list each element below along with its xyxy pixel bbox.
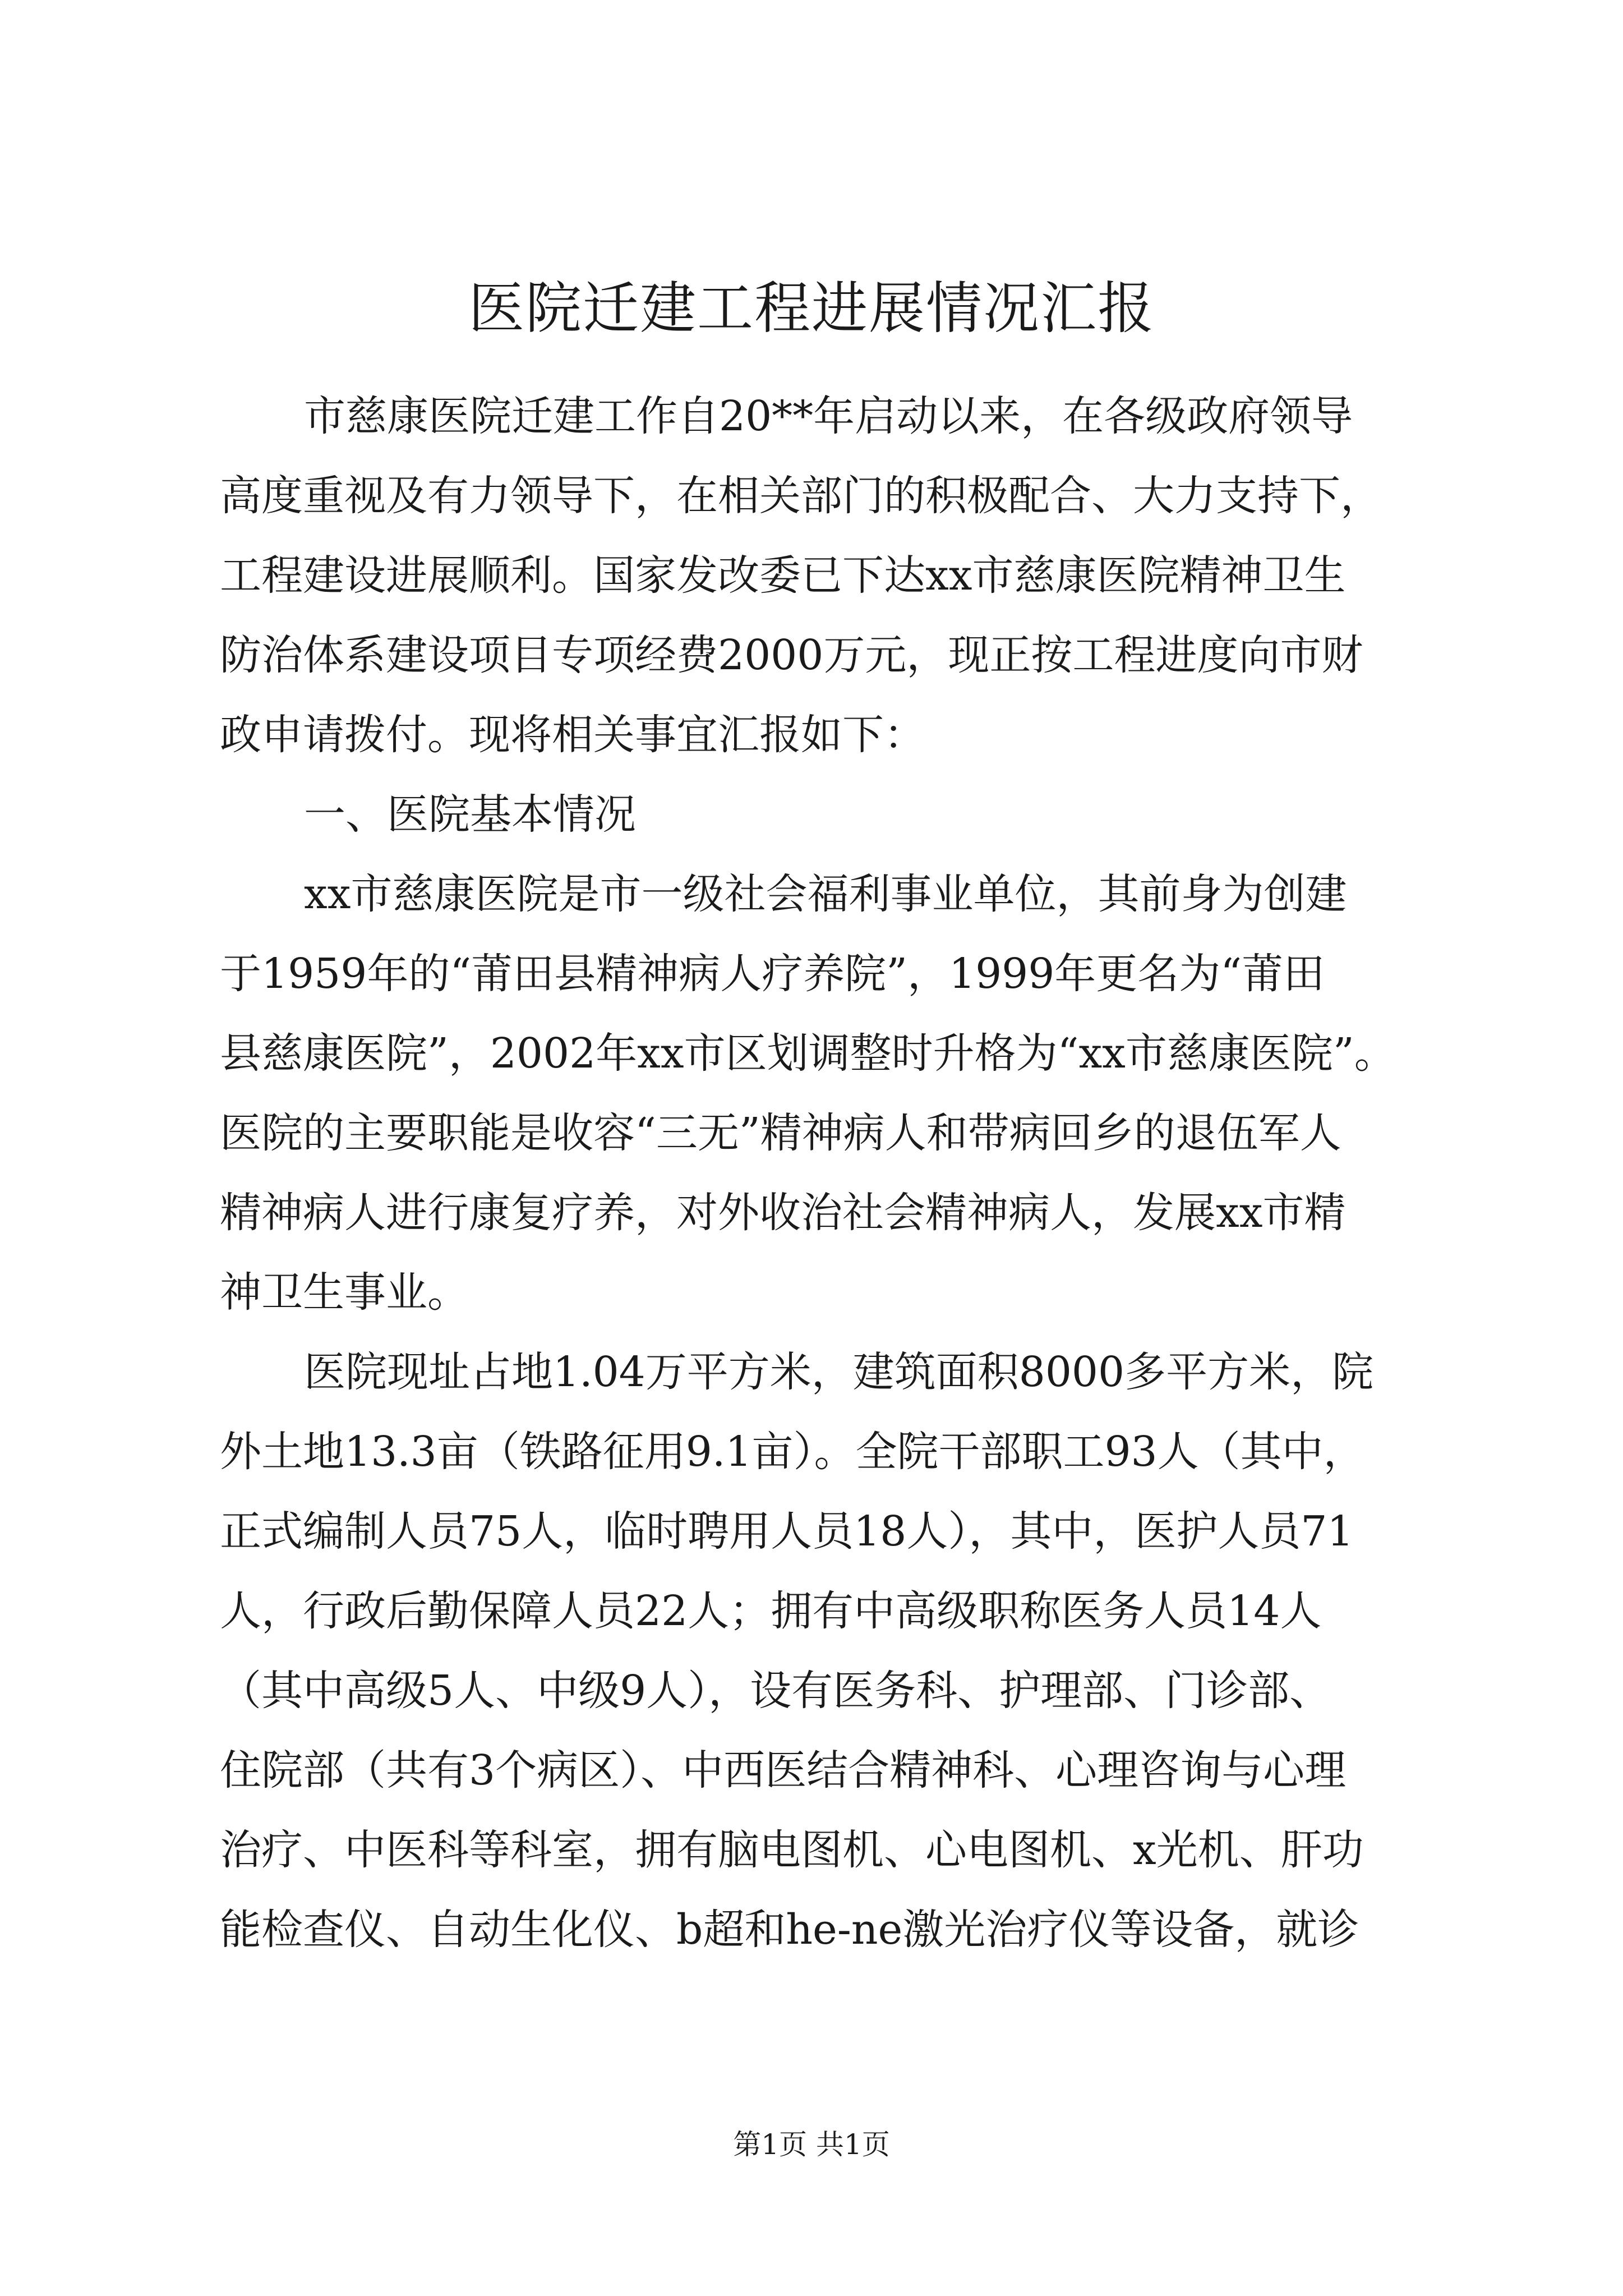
paragraph-line: 正式编制人员75人，临时聘用人员18人），其中，医护人员71 (220, 1507, 1354, 1556)
paragraph-line: 医院的主要职能是收容“三无”精神病人和带病回乡的退伍军人 (220, 1109, 1341, 1157)
paragraph-line: 医院现址占地1.04万平方米，建筑面积8000多平方米，院 (304, 1348, 1374, 1396)
paragraph-line: 防治体系建设项目专项经费2000万元，现正按工程进度向市财 (220, 631, 1363, 679)
paragraph-line: 外土地13.3亩（铁路征用9.1亩）。全院干部职工93人（其中， (220, 1428, 1365, 1476)
paragraph-line: 县慈康医院”，2002年xx市区划调整时升格为“xx市慈康医院”。 (220, 1029, 1396, 1078)
paragraph-line: xx市慈康医院是市一级社会福利事业单位，其前身为创建 (304, 870, 1347, 918)
page-footer: 第1页 共1页 (733, 2128, 890, 2161)
paragraph-line: 精神病人进行康复疗养，对外收治社会精神病人，发展xx市精 (220, 1189, 1346, 1237)
paragraph-line: 住院部（共有3个病区）、中西医结合精神科、心理咨询与心理 (220, 1746, 1347, 1795)
paragraph-line: 能检查仪、自动生化仪、b超和he-ne激光治疗仪等设备，就诊 (220, 1906, 1359, 1954)
paragraph-line: 于1959年的“莆田县精神病人疗养院”，1999年更名为“莆田 (220, 950, 1325, 998)
paragraph-line: 治疗、中医科等科室，拥有脑电图机、心电图机、x光机、肝功 (220, 1826, 1364, 1874)
document-title: 医院迁建工程进展情况汇报 (468, 275, 1155, 341)
paragraph-line: 工程建设进展顺利。国家发改委已下达xx市慈康医院精神卫生 (220, 551, 1346, 600)
paragraph-line: 神卫生事业。 (220, 1268, 469, 1317)
paragraph-line: 高度重视及有力领导下，在相关部门的积极配合、大力支持下， (220, 472, 1382, 520)
paragraph-line: （其中高级5人、中级9人），设有医务科、护理部、门诊部、 (220, 1667, 1331, 1715)
paragraph-line: 人，行政后勤保障人员22人；拥有中高级职称医务人员14人 (220, 1587, 1322, 1635)
section-heading: 一、医院基本情况 (304, 790, 636, 839)
paragraph-line: 政申请拨付。现将相关事宜汇报如下： (220, 711, 925, 759)
paragraph-line: 市慈康医院迁建工作自20**年启动以来，在各级政府领导 (304, 392, 1353, 440)
